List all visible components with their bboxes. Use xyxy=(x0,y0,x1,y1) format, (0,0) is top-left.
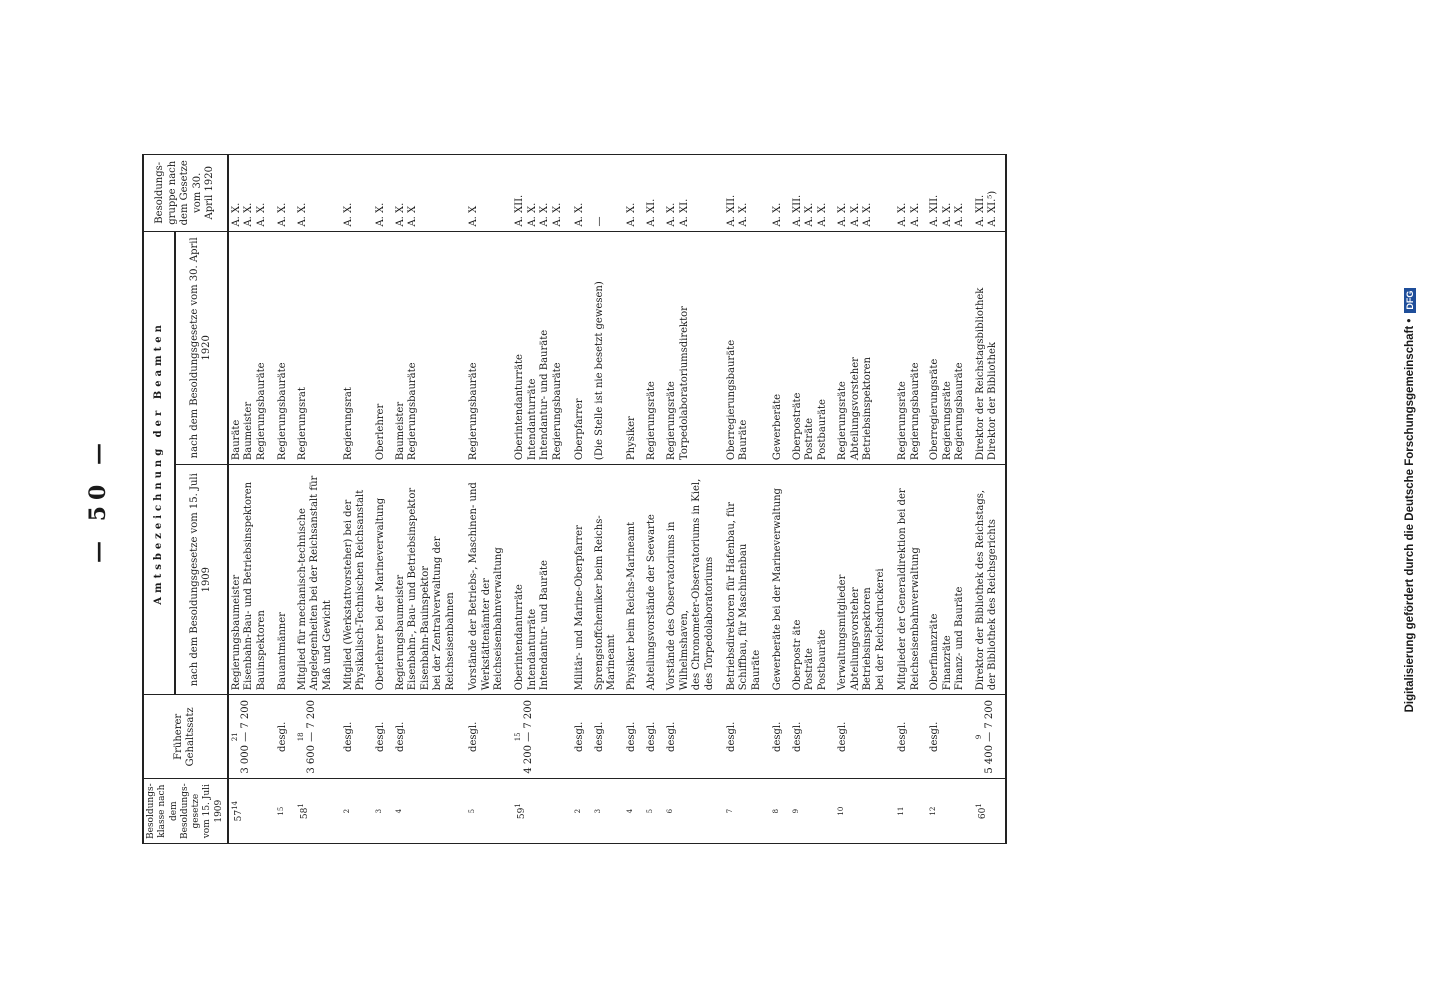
former-salary-value: desgl. xyxy=(837,721,849,752)
header-old-law: nach dem Besoldungsgesetze vom 15. Juli 1909 xyxy=(175,465,228,695)
class-subnumber: 7 xyxy=(725,808,734,814)
new-title-line: Regierungsrat xyxy=(342,387,354,461)
cell-old-title xyxy=(770,465,790,695)
cell-new-title xyxy=(295,231,341,465)
cell-former-salary xyxy=(790,695,836,779)
header-titles-group: Amtsbezeichnung der Beamten xyxy=(143,231,175,695)
old-title-line: Mitglied für mechanisch-technische Angelegenheiten bei der Reichsanstalt für Maß und Gewicht xyxy=(296,475,333,691)
new-title-line: Regierungsbauräte xyxy=(407,362,419,461)
old-title-line: Militär- und Marine-Oberpfarrer xyxy=(573,525,585,691)
cell-class xyxy=(644,779,664,844)
cell-pay-group xyxy=(295,155,341,232)
cell-old-title xyxy=(393,465,466,695)
new-title-line: Oberregierungsräte xyxy=(929,358,941,461)
cell-former-salary xyxy=(393,695,466,779)
new-title-line: Betriebsinspektoren xyxy=(862,357,874,461)
pay-group-line: A. XII. xyxy=(725,194,737,227)
cell-new-title xyxy=(664,231,724,465)
old-title-line: Eisenbahn-Bauinspektor xyxy=(419,565,431,691)
cell-old-title xyxy=(835,465,895,695)
cell-class xyxy=(592,779,624,844)
former-salary-count: 21 xyxy=(230,732,239,742)
new-title-line: Baumeister xyxy=(394,401,406,461)
new-title-line: Regierungsbauräte xyxy=(909,362,921,461)
former-salary-count: 18 xyxy=(296,732,305,742)
cell-pay-group xyxy=(644,155,664,232)
pay-group-line: A. X xyxy=(407,205,419,227)
table-row xyxy=(664,155,724,844)
cell-old-title xyxy=(512,465,572,695)
class-subnumber: 2 xyxy=(342,808,351,814)
new-title-line: Bauräte xyxy=(738,419,750,461)
cell-class xyxy=(228,779,275,844)
old-title-line: Gewerberäte bei der Marineverwaltung xyxy=(771,488,783,691)
former-salary-value: desgl. xyxy=(897,721,909,752)
cell-former-salary xyxy=(466,695,512,779)
pay-group-line: A. X. xyxy=(771,202,783,227)
cell-pay-group xyxy=(624,155,644,232)
new-title-line: Torpedolaboratoriumsdirektor xyxy=(678,306,690,461)
class-subnumber: 1 xyxy=(514,803,523,808)
table-row xyxy=(512,155,572,844)
pay-group-line: A. XII. xyxy=(974,194,986,227)
cell-old-title xyxy=(644,465,664,695)
cell-class xyxy=(973,779,1006,844)
dfg-logo: DFG xyxy=(1404,288,1416,313)
cell-pay-group xyxy=(724,155,770,232)
new-title-line: Intendantur- und Bauräte xyxy=(539,329,551,461)
cell-pay-group xyxy=(373,155,393,232)
new-title-line: Regierungsbauräte xyxy=(468,362,480,461)
old-title-line: Bauräte xyxy=(750,649,762,691)
cell-old-title xyxy=(592,465,624,695)
pay-group-line: A. X. xyxy=(394,202,406,227)
new-title-line: Physiker xyxy=(625,416,637,461)
pay-group-line: A. XII. xyxy=(791,194,803,227)
class-subnumber: 1 xyxy=(974,803,983,808)
cell-new-title xyxy=(644,231,664,465)
pay-group-line: A. X. xyxy=(837,202,849,227)
cell-former-salary xyxy=(895,695,927,779)
old-title-line: des Chronometer-Observatoriums in Kiel, xyxy=(691,478,703,691)
former-salary-value: desgl. xyxy=(342,721,354,752)
class-subnumber: 9 xyxy=(791,808,800,814)
cell-new-title xyxy=(592,231,624,465)
cell-class xyxy=(790,779,836,844)
table-row xyxy=(973,155,1006,844)
pay-group-line: A. X. xyxy=(551,202,563,227)
cell-former-salary xyxy=(228,695,275,779)
old-title-line: Finanz- und Bauräte xyxy=(954,586,966,691)
former-salary-value: desgl. xyxy=(374,721,386,752)
former-salary-count: 15 xyxy=(514,732,523,742)
credit-text: Digitalisierung gefördert durch die Deutsche Forschungsgemeinschaft • xyxy=(1404,318,1416,713)
cell-former-salary xyxy=(512,695,572,779)
header-former-salary: Früherer Gehaltssatz xyxy=(143,695,228,779)
cell-former-salary xyxy=(275,695,295,779)
cell-old-title xyxy=(373,465,393,695)
table-row xyxy=(295,155,341,844)
pay-group-line: A. X. xyxy=(897,202,909,227)
new-title-line: Regierungsräte xyxy=(837,381,849,461)
old-title-line: Intendanturräte xyxy=(526,608,538,691)
new-title-line: Oberregierungsbauräte xyxy=(725,339,737,461)
cell-pay-group xyxy=(512,155,572,232)
pay-group-line: A. XI. xyxy=(645,198,657,227)
table-row xyxy=(572,155,592,844)
class-subnumber: 15 xyxy=(276,806,285,816)
pay-group-line: A. X. xyxy=(816,202,828,227)
cell-old-title xyxy=(724,465,770,695)
old-title-line: Mitglieder der Generaldirektion bei der Reichseisenbahnverwaltung xyxy=(897,488,921,691)
former-salary-value: desgl. xyxy=(725,721,737,752)
cell-class xyxy=(664,779,724,844)
old-title-line: Oberfinanzräte xyxy=(929,613,941,691)
old-title-line: Betriebsinspektoren xyxy=(862,587,874,691)
pay-group-line: A. XII. xyxy=(514,194,526,227)
old-title-line: Vorstände des Observatoriums in Wilhelmshaven, xyxy=(666,521,690,691)
table-row xyxy=(592,155,624,844)
old-title-line: Eisenbahn-Bau- und Betriebsinspektoren xyxy=(243,481,255,691)
old-title-line: Sprengstoffchemiker beim Reichs-Marineamt xyxy=(593,515,618,691)
old-title-line: Vorstände der Betriebs-, Maschinen- und Werkstättenämter der Reichseisenbahnverwaltung xyxy=(468,482,505,691)
pay-group-line: — xyxy=(593,216,605,227)
cell-former-salary xyxy=(835,695,895,779)
class-number: 59 xyxy=(517,807,528,820)
former-salary-count: 9 xyxy=(974,734,983,740)
former-salary-value: 3 000 — 7 200 xyxy=(239,700,251,774)
old-title-line: Bauinspektoren xyxy=(255,610,267,691)
old-title-line: Direktor der Bibliothek des Reichstags, xyxy=(974,489,986,691)
old-title-line: Physiker beim Reichs-Marineamt xyxy=(625,521,637,691)
former-salary-value: desgl. xyxy=(625,721,637,752)
cell-pay-group xyxy=(341,155,373,232)
old-title-line: Verwaltungsmitglieder xyxy=(837,574,849,691)
table-row xyxy=(644,155,664,844)
pay-group-line: A. X. xyxy=(342,202,354,227)
cell-new-title xyxy=(512,231,572,465)
class-number: 60 xyxy=(977,807,988,820)
header-pay-group: Besoldungs- gruppe nach dem Gesetze vom 30. April 1920 xyxy=(143,155,228,232)
old-title-line: Posträte xyxy=(804,648,816,691)
old-title-line: bei der Zentralverwaltung der Reichseisenbahnen xyxy=(432,536,456,691)
cell-class xyxy=(341,779,373,844)
cell-new-title xyxy=(973,231,1006,465)
new-title-line: Intendanturräte xyxy=(526,378,538,461)
cell-former-salary xyxy=(341,695,373,779)
cell-class xyxy=(927,779,973,844)
pay-group-line: A. X. xyxy=(374,202,386,227)
cell-former-salary xyxy=(644,695,664,779)
new-title-line: Regierungsbauräte xyxy=(276,362,288,461)
cell-class xyxy=(770,779,790,844)
cell-pay-group xyxy=(895,155,927,232)
pay-group-line: A. X. xyxy=(255,202,267,227)
former-salary-value: desgl. xyxy=(929,721,941,752)
cell-pay-group xyxy=(770,155,790,232)
table-row xyxy=(275,155,295,844)
cell-old-title xyxy=(275,465,295,695)
cell-new-title xyxy=(572,231,592,465)
cell-former-salary xyxy=(973,695,1006,779)
old-title-line: Regierungsbaumeister xyxy=(394,574,406,691)
cell-new-title xyxy=(373,231,393,465)
new-title-line: Oberposträte xyxy=(791,392,803,461)
class-number: 57 xyxy=(233,809,244,822)
new-title-line: Regierungsräte xyxy=(941,381,953,461)
cell-new-title xyxy=(835,231,895,465)
table-row xyxy=(895,155,927,844)
new-title-line: Direktor der Bibliothek xyxy=(987,342,999,461)
cell-old-title xyxy=(973,465,1006,695)
old-title-line: Bauamtmänner xyxy=(276,612,288,691)
class-subnumber: 3 xyxy=(593,808,602,814)
former-salary-value: desgl. xyxy=(593,721,605,752)
cell-class xyxy=(466,779,512,844)
table-row xyxy=(724,155,770,844)
class-subnumber: 12 xyxy=(929,806,938,816)
table-row xyxy=(393,155,466,844)
cell-former-salary xyxy=(624,695,644,779)
new-title-line: Regierungsräte xyxy=(666,381,678,461)
new-title-line: Oberintendanturräte xyxy=(514,354,526,461)
cell-old-title xyxy=(341,465,373,695)
cell-pay-group xyxy=(973,155,1006,232)
cell-old-title xyxy=(664,465,724,695)
former-salary-value: 3 600 — 7 200 xyxy=(305,700,317,774)
old-title-line: Abteilungsvorsteher xyxy=(849,587,861,691)
old-title-line: der Bibliothek des Reichsgerichts xyxy=(987,519,999,691)
class-subnumber: 1 xyxy=(296,803,305,808)
cell-class xyxy=(393,779,466,844)
cell-pay-group xyxy=(927,155,973,232)
pay-group-line: A. X. xyxy=(862,202,874,227)
class-subnumber: 6 xyxy=(666,808,675,814)
class-subnumber: 8 xyxy=(771,808,780,814)
pay-group-line: A. X. xyxy=(738,202,750,227)
cell-pay-group xyxy=(275,155,295,232)
cell-pay-group xyxy=(664,155,724,232)
class-subnumber: 3 xyxy=(374,808,383,814)
table-row xyxy=(927,155,973,844)
cell-pay-group xyxy=(592,155,624,232)
new-title-line: Regierungsrat xyxy=(296,387,308,461)
old-title-line: Oberpostr äte xyxy=(791,619,803,691)
cell-new-title xyxy=(790,231,836,465)
cell-former-salary xyxy=(724,695,770,779)
table-row xyxy=(341,155,373,844)
cell-old-title xyxy=(790,465,836,695)
cell-former-salary xyxy=(770,695,790,779)
old-title-line: Postbauräte xyxy=(816,629,828,691)
old-title-line: Betriebsdirektoren für Hafenbau, für Schiffbau, für Maschinenbau xyxy=(725,501,750,691)
new-title-line: Postbauräte xyxy=(816,399,828,461)
table-row xyxy=(373,155,393,844)
table-row xyxy=(228,155,275,844)
cell-class xyxy=(835,779,895,844)
cell-old-title xyxy=(228,465,275,695)
pay-group-line: A. X. xyxy=(539,202,551,227)
former-salary-value: desgl. xyxy=(468,721,480,752)
cell-new-title xyxy=(393,231,466,465)
cell-pay-group xyxy=(572,155,592,232)
former-salary-value: desgl. xyxy=(645,721,657,752)
rotated-table-wrapper xyxy=(142,154,999,844)
class-subnumber: 2 xyxy=(573,808,582,814)
new-title-line: Gewerberäte xyxy=(771,393,783,461)
cell-new-title xyxy=(895,231,927,465)
cell-class xyxy=(275,779,295,844)
class-subnumber: 5 xyxy=(468,808,477,814)
pay-group-line: A. X. xyxy=(573,202,585,227)
table-row xyxy=(790,155,836,844)
table-row xyxy=(466,155,512,844)
new-title-line: (Die Stelle ist nie besetzt gewesen) xyxy=(593,281,605,461)
pay-group-line: A. X. xyxy=(230,202,242,227)
cell-old-title xyxy=(927,465,973,695)
new-title-line: Baumeister xyxy=(243,401,255,461)
new-title-line: Oberpfarrer xyxy=(573,398,585,461)
pay-group-line: A. X xyxy=(468,205,480,227)
cell-new-title xyxy=(724,231,770,465)
pay-group-line: A. X. xyxy=(954,202,966,227)
former-salary-value: desgl. xyxy=(791,721,803,752)
pay-group-line: A. X. xyxy=(243,202,255,227)
cell-class xyxy=(724,779,770,844)
pay-group-line: A. X. xyxy=(909,202,921,227)
cell-class xyxy=(295,779,341,844)
class-subnumber: 4 xyxy=(394,808,403,814)
pay-group-line: A. XI.⁵) xyxy=(987,190,999,227)
old-title-line: Oberintendanturräte xyxy=(514,584,526,691)
class-subnumber: 14 xyxy=(230,801,239,810)
new-title-line: Regierungsbauräte xyxy=(551,362,563,461)
class-number: 58 xyxy=(299,807,310,820)
former-salary-value: desgl. xyxy=(573,721,585,752)
old-title-line: Finanzräte xyxy=(941,635,953,691)
new-title-line: Abteilungsvorsteher xyxy=(849,357,861,461)
old-title-line: Regierungsbaumeister xyxy=(230,574,242,691)
new-title-line: Posträte xyxy=(804,417,816,461)
cell-class xyxy=(373,779,393,844)
cell-class xyxy=(895,779,927,844)
table-row xyxy=(835,155,895,844)
pay-group-line: A. X. xyxy=(296,202,308,227)
cell-new-title xyxy=(466,231,512,465)
header-class: Besoldungs- klasse nach dem Besoldungs- gesetze vom 15. Juli 1909 xyxy=(143,779,228,844)
pay-group-line: A. X. xyxy=(625,202,637,227)
pay-group-line: A. X. xyxy=(941,202,953,227)
pay-group-line: A. XII. xyxy=(929,194,941,227)
cell-former-salary xyxy=(592,695,624,779)
cell-new-title xyxy=(228,231,275,465)
old-title-line: Mitglied (Werkstattvorsteher) bei der Physikalisch-Technischen Reichsanstalt xyxy=(342,489,367,691)
cell-old-title xyxy=(572,465,592,695)
header-new-law: nach dem Besoldungsgesetze vom 30. April 1920 xyxy=(175,231,228,465)
old-title-line: Intendantur- und Bauräte xyxy=(539,560,551,691)
old-title-line: Eisenbahn-, Bau- und Betriebsinspektor xyxy=(407,487,419,691)
page-number: — 50 — xyxy=(85,437,111,563)
salary-table xyxy=(142,154,1007,844)
new-title-line: Oberlehrer xyxy=(374,403,386,461)
cell-old-title xyxy=(895,465,927,695)
former-salary-value: desgl. xyxy=(276,721,288,752)
cell-new-title xyxy=(275,231,295,465)
cell-new-title xyxy=(341,231,373,465)
cell-former-salary xyxy=(664,695,724,779)
class-subnumber: 4 xyxy=(625,808,634,814)
cell-pay-group xyxy=(393,155,466,232)
cell-old-title xyxy=(295,465,341,695)
cell-class xyxy=(572,779,592,844)
old-title-line: Abteilungsvorstände der Seewarte xyxy=(645,514,657,691)
cell-class xyxy=(512,779,572,844)
new-title-line: Direktor der Reichstagsbibliothek xyxy=(974,287,986,461)
cell-new-title xyxy=(624,231,644,465)
pay-group-line: A. X. xyxy=(526,202,538,227)
class-subnumber: 5 xyxy=(645,808,654,814)
table-row xyxy=(624,155,644,844)
cell-old-title xyxy=(624,465,644,695)
pay-group-line: A. X. xyxy=(276,202,288,227)
former-salary-value: desgl. xyxy=(666,721,678,752)
cell-pay-group xyxy=(835,155,895,232)
cell-new-title xyxy=(770,231,790,465)
class-subnumber: 11 xyxy=(897,806,906,816)
pay-group-line: A. X. xyxy=(849,202,861,227)
class-subnumber: 10 xyxy=(837,806,846,816)
table-row xyxy=(770,155,790,844)
cell-former-salary xyxy=(373,695,393,779)
former-salary-value: 5 400 — 7 200 xyxy=(983,700,995,774)
old-title-line: des Torpedolaboratoriums xyxy=(703,556,715,691)
cell-class xyxy=(624,779,644,844)
pay-group-line: A. X. xyxy=(666,202,678,227)
new-title-line: Bauräte xyxy=(230,419,242,461)
cell-pay-group xyxy=(790,155,836,232)
former-salary-value: desgl. xyxy=(394,721,406,752)
cell-new-title xyxy=(927,231,973,465)
cell-old-title xyxy=(466,465,512,695)
pay-group-line: A. X. xyxy=(804,202,816,227)
former-salary-value: desgl. xyxy=(771,721,783,752)
cell-former-salary xyxy=(295,695,341,779)
old-title-line: bei der Reichsdruckerei xyxy=(874,568,886,691)
cell-pay-group xyxy=(466,155,512,232)
cell-former-salary xyxy=(572,695,592,779)
digitization-credit xyxy=(1400,100,1420,900)
new-title-line: Regierungsbauräte xyxy=(954,362,966,461)
new-title-line: Regierungsräte xyxy=(897,381,909,461)
new-title-line: Regierungsräte xyxy=(645,381,657,461)
cell-former-salary xyxy=(927,695,973,779)
new-title-line: Regierungsbauräte xyxy=(255,362,267,461)
cell-pay-group xyxy=(228,155,275,232)
former-salary-value: 4 200 — 7 200 xyxy=(522,700,534,774)
pay-group-line: A. XI. xyxy=(678,198,690,227)
old-title-line: Oberlehrer bei der Marineverwaltung xyxy=(374,497,386,691)
